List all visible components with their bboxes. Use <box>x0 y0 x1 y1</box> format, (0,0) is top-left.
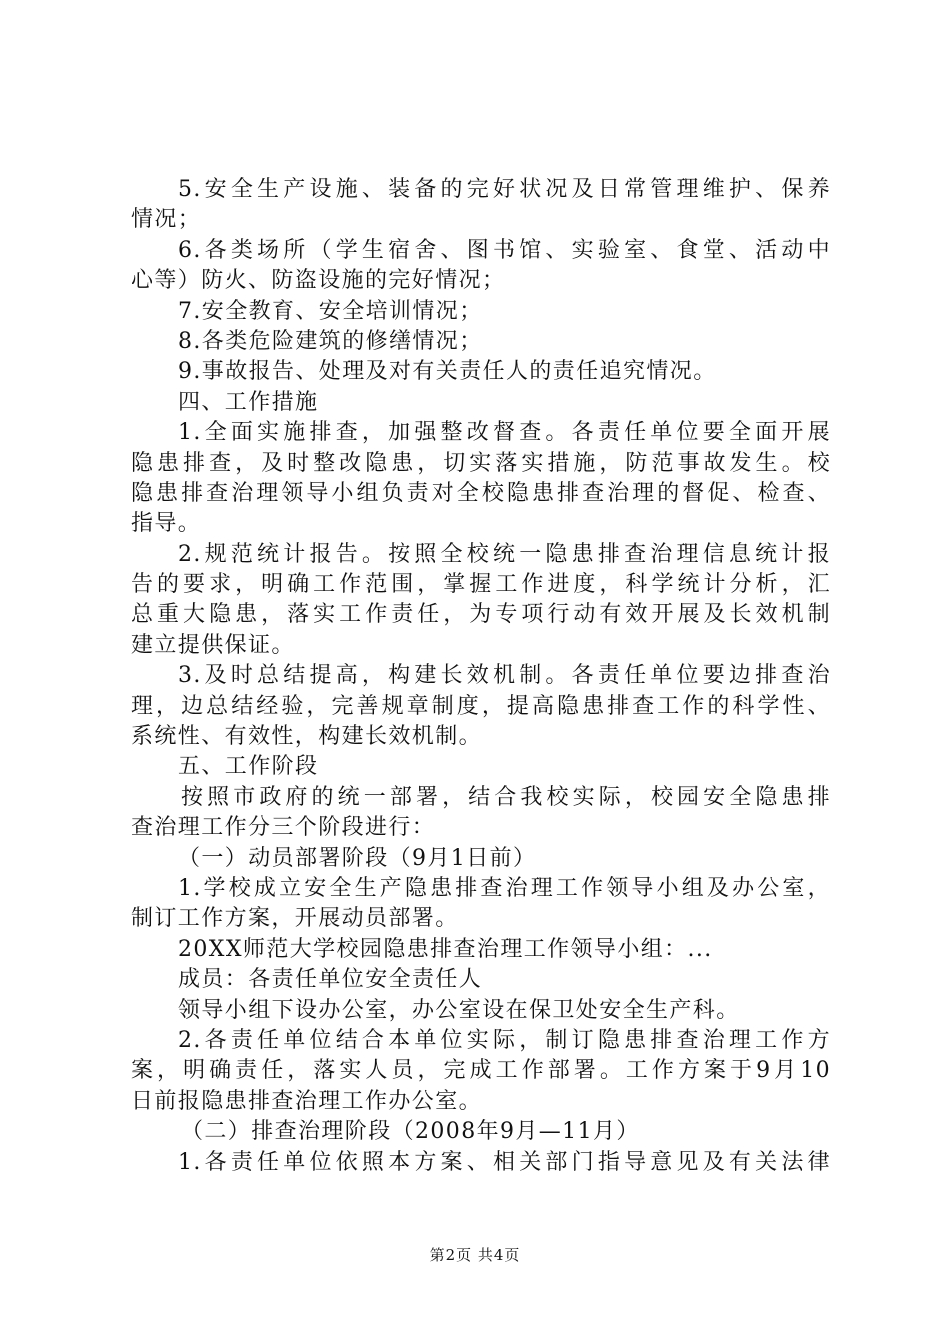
page-footer: 第2页 共4页 <box>429 1246 521 1264</box>
document-body <box>131 175 831 1178</box>
text-line: 日前报隐患排查治理工作办公室。 <box>131 1088 483 1114</box>
text-line: 心等）防火、防盗设施的完好情况； <box>131 268 506 294</box>
text-line: 隐患排查治理领导小组负责对全校隐患排查治理的督促、检查、 <box>131 480 831 506</box>
text-line: 系统性、有效性，构建长效机制。 <box>131 724 483 750</box>
text-line: 1.各责任单位依照本方案、相关部门指导意见及有关法律 <box>178 1149 831 1175</box>
text-line: 五、工作阶段 <box>178 754 319 780</box>
text-line: 5.安全生产设施、装备的完好状况及日常管理维护、保养 <box>178 177 831 202</box>
text-line: 成员：各责任单位安全责任人 <box>178 967 483 993</box>
text-line: 告的要求，明确工作范围，掌握工作进度，科学统计分析，汇 <box>131 572 831 598</box>
text-line: 2.各责任单位结合本单位实际，制订隐患排查治理工作方 <box>178 1027 831 1053</box>
text-line: 四、工作措施 <box>178 389 319 415</box>
text-line: 查治理工作分三个阶段进行： <box>131 815 436 841</box>
text-line: 制订工作方案，开展动员部署。 <box>131 906 459 932</box>
text-line: 隐患排查，及时整改隐患，切实落实措施，防范事故发生。校 <box>131 450 831 476</box>
text-line: 9.事故报告、处理及对有关责任人的责任追究情况。 <box>178 359 717 385</box>
text-line: 6.各类场所（学生宿舍、图书馆、实验室、食堂、活动中 <box>178 237 831 263</box>
text-line: 1.全面实施排查，加强整改督查。各责任单位要全面开展 <box>178 420 831 446</box>
text-line: 理，边总结经验，完善规章制度，提高隐患排查工作的科学性、 <box>131 693 831 719</box>
text-line: 情况； <box>131 207 202 233</box>
text-line: （二）排查治理阶段（2008年9月—11月） <box>181 1119 640 1145</box>
text-line: 指导。 <box>131 511 202 537</box>
text-line: 3.及时总结提高，构建长效机制。各责任单位要边排查治 <box>178 663 831 689</box>
text-line: 总重大隐患，落实工作责任，为专项行动有效开展及长效机制 <box>131 602 831 628</box>
text-line: （一）动员部署阶段（9月1日前） <box>178 845 537 871</box>
text-line: 领导小组下设办公室，办公室设在保卫处安全生产科。 <box>178 997 740 1023</box>
text-line: 20XX师范大学校园隐患排查治理工作领导小组：... <box>178 936 713 962</box>
text-line: 按照市政府的统一部署，结合我校实际，校园安全隐患排 <box>181 784 831 810</box>
text-line: 8.各类危险建筑的修缮情况； <box>178 328 483 354</box>
text-line: 1.学校成立安全生产隐患排查治理工作领导小组及办公室， <box>178 875 831 901</box>
text-line: 案，明确责任，落实人员，完成工作部署。工作方案于9月10 <box>131 1058 831 1084</box>
text-line: 建立提供保证。 <box>131 632 295 658</box>
text-line: 2.规范统计报告。按照全校统一隐患排查治理信息统计报 <box>178 541 831 567</box>
text-line: 7.安全教育、安全培训情况； <box>178 298 483 324</box>
